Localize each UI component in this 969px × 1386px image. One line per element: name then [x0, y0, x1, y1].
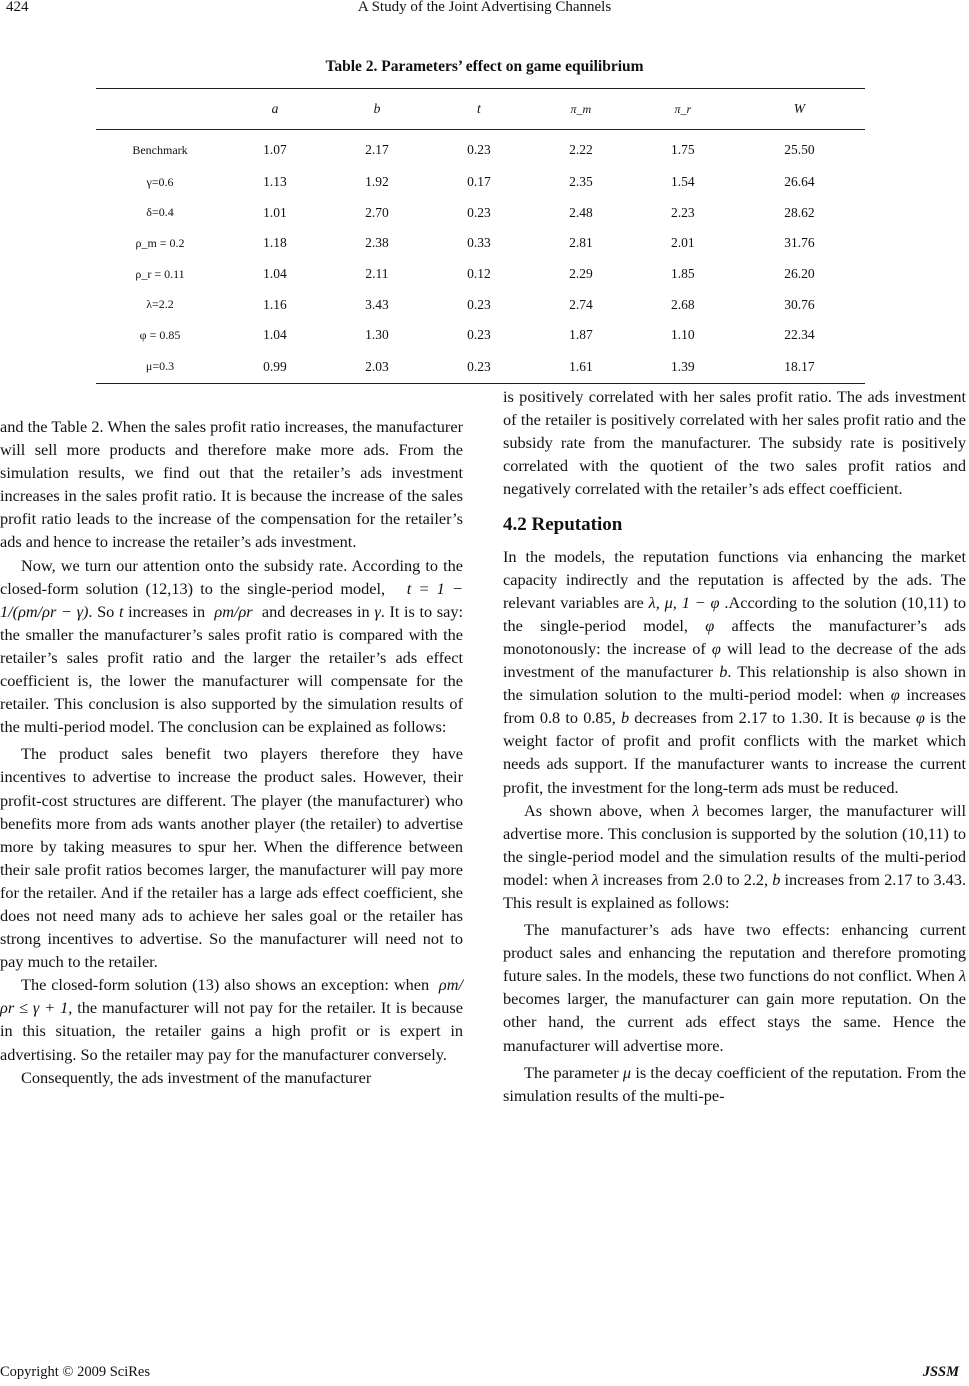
parameter-cell: Benchmark — [132, 142, 188, 157]
value-cell: 1.61 — [530, 351, 632, 384]
value-cell: 1.10 — [671, 327, 695, 343]
value-cell: 2.48 — [569, 204, 593, 220]
paragraph: Now, we turn our attention onto the subsidy rate. According to the closed-form solution (12,13) to the single-period model, t = 1 − 1/(ρm/ρr − γ). So t increases in ρm/ρr and decreases in γ. It is to say: the smaller the manufacturer’s sales profit ratio is compared with the retailer’s sales profit ratio and the larger the retailer’s ads effect coefficient is, the lower the manufacturer will compensate for the retailer. This conclusion is also supported by the simulation results of the multi-period model. The conclusion can be explained as follows: — [0, 555, 464, 737]
value-cell: 1.54 — [671, 174, 695, 190]
value-cell: 2.23 — [671, 204, 695, 220]
paragraph: The parameter μ is the decay coefficient of the reputation. From the simulation results of the multi-pe- — [503, 1062, 966, 1105]
right-column — [503, 385, 966, 1107]
formula: ρm/ρr — [214, 601, 253, 621]
column-header: π_r — [632, 89, 734, 130]
table-row — [96, 167, 865, 198]
parameters-table — [96, 88, 865, 384]
value-cell: 2.38 — [365, 235, 389, 251]
value-cell: 2.70 — [365, 204, 389, 220]
value-cell: 2.68 — [671, 296, 695, 312]
value-cell: 0.12 — [467, 266, 491, 282]
value-cell: 0.23 — [467, 142, 491, 157]
value-cell: 1.16 — [263, 296, 287, 312]
value-cell: 2.35 — [569, 174, 593, 190]
value-cell: 1.85 — [671, 266, 695, 282]
value-cell: 1.30 — [365, 327, 389, 343]
paragraph: The product sales benefit two players therefore they have incentives to advertise to increase the product sales. However, their profit-cost structures are different. The player (the manufacturer) who benefits more from ads wants another player (the retailer) to advertise more by taking measures to spur her. When the difference between their sale profit ratios becomes larger, the manufacturer will pay more for the retailer. And if the retailer has a large ads effect coefficient, she does not need many ads to achieve her sales goal or the retailer has strong incentives to advertise. So the manufacturer will need not to pay much to the retailer. — [0, 744, 463, 972]
value-cell: 0.33 — [467, 235, 491, 251]
value-cell: 0.99 — [224, 351, 326, 384]
value-cell: 26.20 — [784, 266, 815, 282]
table-row — [96, 351, 865, 384]
section-heading: 4.2 Reputation — [503, 514, 623, 536]
value-cell: 3.43 — [365, 296, 389, 312]
value-cell: 1.04 — [263, 266, 287, 282]
value-cell: 1.87 — [569, 327, 593, 343]
table-row — [96, 320, 865, 351]
value-cell: 1.75 — [671, 142, 695, 157]
column-header: b — [326, 89, 428, 130]
column-header: π_m — [530, 89, 632, 130]
value-cell: 2.22 — [569, 142, 593, 157]
value-cell: 2.01 — [671, 235, 695, 251]
column-header: t — [428, 89, 530, 130]
parameter-cell: ρ_m = 0.2 — [135, 235, 185, 250]
value-cell: 0.17 — [467, 174, 491, 190]
journal-abbreviation: JSSM — [922, 1364, 959, 1380]
paragraph: Consequently, the ads investment of the manufacturer — [21, 1067, 372, 1087]
paragraph: In the models, the reputation functions via enhancing the market capacity indirectly and the reputation is affected by the ads. The relevant variables are λ, μ, 1 − φ .According to the solution (10,11) to the single-period model, φ affects the manufacturer’s ads monotonously: the increase of φ will lead to the decrease of the ads investment of the manufacturer b. This relationship is also shown in the simulation solution to the multi-period model: when φ increases from 0.8 to 0.85, b decreases from 2.17 to 1.30. It is because φ is the weight factor of profit and profit conflicts with the market which needs ads support. If the manufacturer wants to increase the current profit, the investment for the long-term ads must be reduced. — [503, 546, 967, 797]
value-cell: 0.23 — [467, 327, 491, 343]
column-header: W — [734, 89, 865, 130]
value-cell: 2.03 — [326, 351, 428, 384]
paragraph: The closed-form solution (13) also shows an exception: when ρm/ρr ≤ γ + 1, the manufacturer will not pay for the retailer. It is because in this situation, the retailer gains a high profit or is expert in advertising. So the retailer may pay for the manufacturer conversely. — [0, 975, 464, 1064]
left-column — [0, 415, 463, 1089]
value-cell: 22.34 — [784, 327, 815, 343]
paragraph: is positively correlated with her sales profit ratio. The ads investment of the retailer is positively correlated with her sales profit ratio and the subsidy rate from the manufacturer. The subsidy rate is positively correlated with the quotient of the two sales profit ratios and negatively correlated with the retailer’s ads effect coefficient. — [503, 387, 966, 499]
column-header — [96, 89, 224, 130]
value-cell: 31.76 — [784, 235, 815, 251]
value-cell: 1.39 — [632, 351, 734, 384]
paragraph: and the Table 2. When the sales profit ratio increases, the manufacturer will sell more products and therefore make more ads. From the simulation results, we find out that the retailer’s ads investment increases in the sales profit ratio. It is because the increase of the sales profit ratio leads to the increase of the compensation for the retailer’s ads and hence to increase the retailer’s ads investment. — [0, 417, 463, 552]
formula: ρm/ρr ≤ γ + 1 — [0, 975, 464, 1018]
value-cell: 0.23 — [467, 204, 491, 220]
value-cell: 1.92 — [365, 174, 389, 190]
value-cell: 1.18 — [263, 235, 287, 251]
value-cell: 1.13 — [263, 174, 287, 190]
value-cell: 1.01 — [263, 204, 287, 220]
table-row — [96, 259, 865, 290]
table-row — [96, 130, 865, 168]
value-cell: 0.23 — [428, 351, 530, 384]
table-caption: Table 2. Parameters’ effect on game equilibrium — [325, 58, 644, 75]
table-body — [96, 130, 865, 384]
value-cell: 25.50 — [784, 142, 815, 157]
paragraph: As shown above, when λ becomes larger, the manufacturer will advertise more. This conclusion is supported by the solution (10,11) to the single-period model and the simulation results of the multi-period model: when λ increases from 2.0 to 2.2, b increases from 2.17 to 3.43. This result is explained as follows: — [503, 800, 967, 912]
parameter-cell: φ = 0.85 — [139, 327, 181, 342]
value-cell: 28.62 — [784, 204, 815, 220]
running-title: A Study of the Joint Advertising Channels — [357, 0, 612, 15]
column-header: a — [224, 89, 326, 130]
value-cell: 1.04 — [263, 327, 287, 343]
parameter-cell: λ=2.2 — [146, 297, 174, 312]
table-row — [96, 228, 865, 259]
parameter-cell: γ=0.6 — [146, 174, 174, 189]
value-cell: 26.64 — [784, 174, 815, 190]
parameter-cell: δ=0.4 — [146, 205, 174, 220]
formula: t = 1 − 1/(ρm/ρr − γ) — [0, 578, 463, 621]
parameter-cell: ρ_r = 0.11 — [135, 266, 185, 281]
value-cell: 2.17 — [365, 142, 389, 157]
value-cell: 0.23 — [467, 296, 491, 312]
paragraph: The manufacturer’s ads have two effects: enhancing current product sales and enhancing the reputation and therefore promoting future sales. In the models, these two functions do not conflict. When λ becomes larger, the manufacturer can gain more reputation. On the other hand, the current ads effect stays the same. Hence the manufacturer will advertise more. — [503, 920, 966, 1055]
value-cell: 2.29 — [569, 266, 593, 282]
table-header-row — [96, 89, 865, 130]
value-cell: 1.07 — [263, 142, 287, 157]
value-cell: 18.17 — [734, 351, 865, 384]
value-cell: 2.81 — [569, 235, 593, 251]
parameter-cell: μ=0.3 — [96, 351, 224, 384]
value-cell: 2.11 — [365, 266, 389, 282]
page-number: 424 — [6, 0, 29, 15]
value-cell: 2.74 — [569, 296, 593, 312]
table-row — [96, 289, 865, 320]
copyright-notice: Copyright © 2009 SciRes — [0, 1364, 150, 1380]
table-row — [96, 198, 865, 229]
value-cell: 30.76 — [784, 296, 815, 312]
